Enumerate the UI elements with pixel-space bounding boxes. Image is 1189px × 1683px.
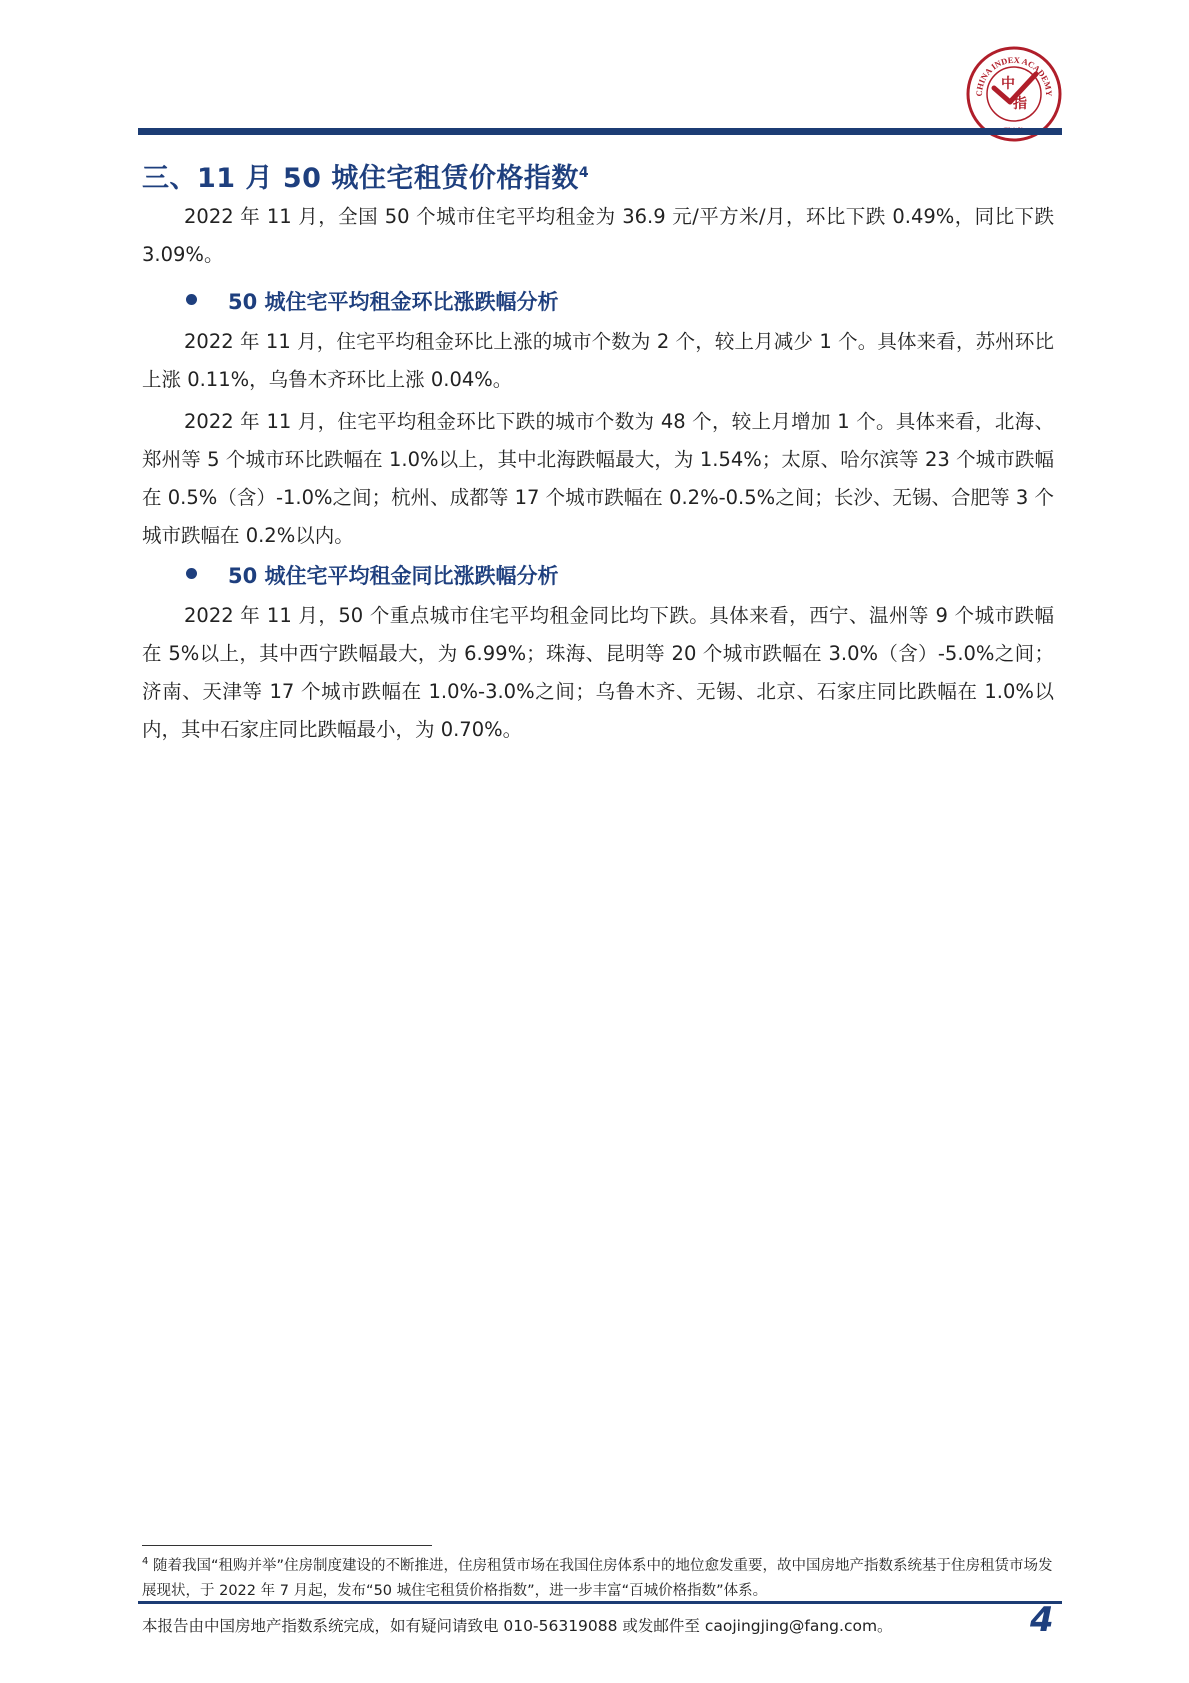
mom-rise-paragraph: 2022 年 11 月，住宅平均租金环比上涨的城市个数为 2 个，较上月减少 1 个。具体来看，苏州环比上涨 0.11%，乌鲁木齐环比上涨 0.04%。 [142,330,1054,391]
header-rule [138,128,1062,135]
section-title-text: 三、11 月 50 城住宅租赁价格指数 [142,163,579,194]
logo-char-top: 中 [1001,76,1015,92]
footnote-rule [142,1545,432,1546]
section-title [142,156,589,195]
footnote [142,1549,1054,1604]
bullet-icon [186,568,197,579]
page-number: 4 [1030,1600,1054,1640]
bullet-icon [186,294,197,305]
footer-contact: 本报告由中国房地产指数系统完成，如有疑问请致电 010-56319088 或发邮件至 caojingjing@fang.com。 [142,1617,893,1635]
subsection-heading-yoy [186,560,559,590]
subsection-heading-yoy-text: 50 城住宅平均租金同比涨跌幅分析 [228,564,559,588]
footer-rule [138,1601,1062,1604]
footnote-reference[interactable]: 4 [578,165,590,181]
mom-fall-paragraph: 2022 年 11 月，住宅平均租金环比下跌的城市个数为 48 个，较上月增加 1 个。具体来看，北海、郑州等 5 个城市环比跌幅在 1.0%以上，其中北海跌幅最大，为 1.54%；太原、哈尔滨等 23 个城市跌幅在 0.5%（含）-1.0%之间；杭州、成都等 17 个城市跌幅在 0.2%-0.5%之间；长沙、无锡、合肥等 3 个城市跌幅在 0.2%以内。 [142,410,1054,547]
intro-paragraph: 2022 年 11 月，全国 50 个城市住宅平均租金为 36.9 元/平方米/月，环比下跌 0.49%，同比下跌 3.09%。 [142,205,1054,266]
subsection-heading-mom [186,286,559,316]
footnote-text: 随着我国“租购并举”住房制度建设的不断推进，住房租赁市场在我国住房体系中的地位愈发重要，故中国房地产指数系统基于住房租赁市场发展现状，于 2022 年 7 月起，发布“50 城住宅租赁价格指数”，进一步丰富“百城价格指数”体系。 [142,1557,1053,1599]
footnote-mark: 4 [142,1556,149,1567]
subsection-heading-mom-text: 50 城住宅平均租金环比涨跌幅分析 [228,290,559,314]
logo-ring-text: CHINA INDEX ACADEMY [973,54,1055,97]
logo-char-bottom: 指 [1013,96,1027,112]
yoy-paragraph: 2022 年 11 月，50 个重点城市住宅平均租金同比均下跌。具体来看，西宁、温州等 9 个城市跌幅在 5%以上，其中西宁跌幅最大，为 6.99%；珠海、昆明等 20 个城市跌幅在 3.0%（含）-5.0%之间；济南、天津等 17 个城市跌幅在 1.0%-3.0%之间；乌鲁木齐、无锡、北京、石家庄同比跌幅在 1.0%以内，其中石家庄同比跌幅最小，为 0.70%。 [142,604,1054,741]
